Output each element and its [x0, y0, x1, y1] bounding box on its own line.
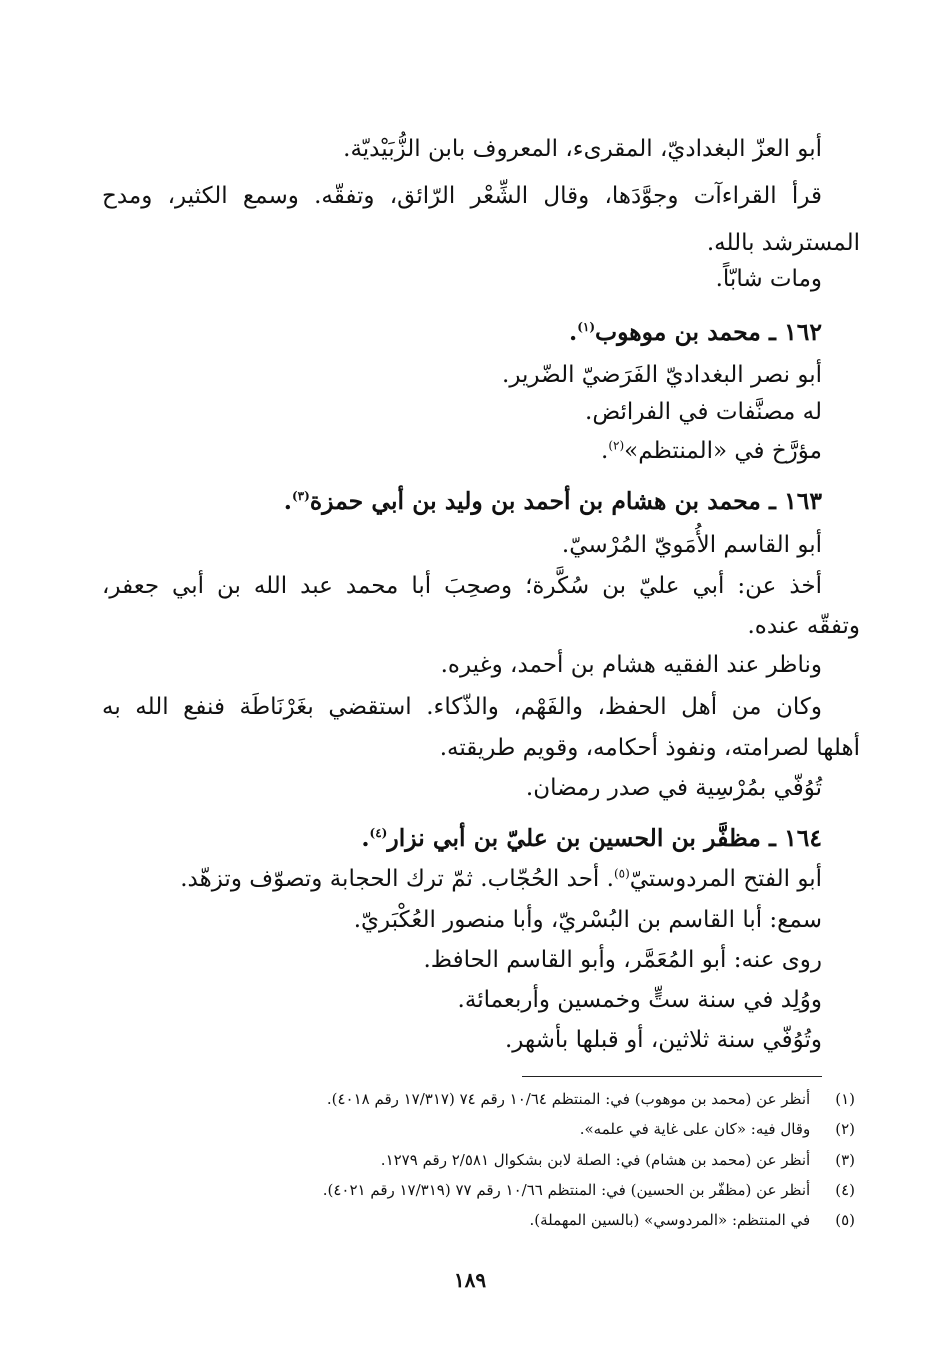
- text-line: أبو الفتح المردوستيّ$^{(٥)}$. أحد الحُجّاب. ثمّ ترك الحجابة وتصوّف وتزهّد.: [180, 866, 822, 892]
- text-line: وتُوُفّي سنة ثلاثين، أو قبلها بأشهر.: [505, 1027, 822, 1053]
- text-line: ومات شابّاً.: [715, 266, 822, 292]
- text-line: مؤرَّخ في «المنتظم»$^{(٢)}$.: [601, 438, 822, 464]
- text-line: أبو نصر البغداديّ الفَرَضيّ الضّرير.: [502, 362, 822, 388]
- text-line: روى عنه: أبو المُعَمَّر، وأبو القاسم الحافظ.: [423, 947, 822, 973]
- text-line: تُوُفّي بمُرْسِية في صدر رمضان.: [525, 775, 822, 801]
- text-line: ووُلِد في سنة ستٍّ وخمسين وأربعمائة.: [457, 987, 822, 1013]
- footnote-marker: (١): [577, 320, 596, 335]
- footnote: (٢) وقال فيه: «كان على غاية في علمه».: [579, 1120, 855, 1138]
- text-line: وكان من أهل الحفظ، والفَهْم، والذّكاء. استقضي بغَرْنَاطَة فنفع الله به: [102, 694, 822, 720]
- footnote-marker: (٥): [613, 866, 630, 881]
- footnote: (١) أنظر عن (محمد بن موهوب) في: المنتظم ١٠/٦٤ رقم ٧٤ (١٧/٣١٧ رقم ٤٠١٨).: [326, 1090, 855, 1108]
- text-line: أخذ عن: أبي عليّ بن سُكَّرة؛ وصحِبَ أبا محمد عبد الله بن أبي جعفر،: [102, 573, 822, 599]
- footnote: (٣) أنظر عن (محمد بن هشام) في: الصلة لابن بشكوال ٢/٥٨١ رقم ١٢٧٩.: [380, 1151, 855, 1169]
- footnote: (٤) أنظر عن (مظفّر بن الحسين) في: المنتظم ١٠/٦٦ رقم ٧٧ (١٧/٣١٩ رقم ٤٠٢١).: [322, 1181, 855, 1199]
- entry-heading-164: ١٦٤ ـ مظفَّر بن الحسين بن عليّ بن أبي نزار$^{(٤)}$.: [361, 824, 822, 852]
- text-line: أبو القاسم الأُمَويّ المُرْسيّ.: [561, 532, 822, 558]
- text-line: سمع: أبا القاسم بن البُسْريّ، وأبا منصور العُكْبَريّ.: [353, 907, 822, 933]
- text-line: المسترشد بالله.: [706, 230, 860, 256]
- text-line: وتفقّه عنده.: [747, 613, 860, 639]
- footnote-marker: (٢): [608, 438, 625, 453]
- text-line: قرأ القراءآت وجوَّدَها، وقال الشِّعْر الرّائق، وتفقّه. وسمع الكثير، ومدح: [102, 183, 822, 209]
- text-line: له مصنَّفات في الفرائض.: [585, 399, 822, 425]
- footnote-separator: [522, 1076, 822, 1077]
- text-line: أهلها لصرامته، ونفوذ أحكامه، وقويم طريقته.: [439, 735, 860, 761]
- page-number: ١٨٩: [453, 1268, 487, 1292]
- text-line: وناظر عند الفقيه هشام بن أحمد، وغيره.: [440, 652, 822, 678]
- entry-heading-163: ١٦٣ ـ محمد بن هشام بن أحمد بن وليد بن أبي حمزة$^{(٣)}$.: [283, 487, 822, 515]
- footnote-marker: (٣): [291, 489, 310, 504]
- footnote-marker: (٤): [369, 826, 388, 841]
- footnote: (٥) في المنتظم: «المردوسي» (بالسين المهملة).: [529, 1211, 855, 1229]
- entry-heading-162: ١٦٢ ـ محمد بن موهوب$^{(١)}$.: [569, 318, 822, 346]
- text-line: أبو العزّ البغداديّ، المقرىء، المعروف بابن الزُّبَيْديّة.: [343, 136, 822, 162]
